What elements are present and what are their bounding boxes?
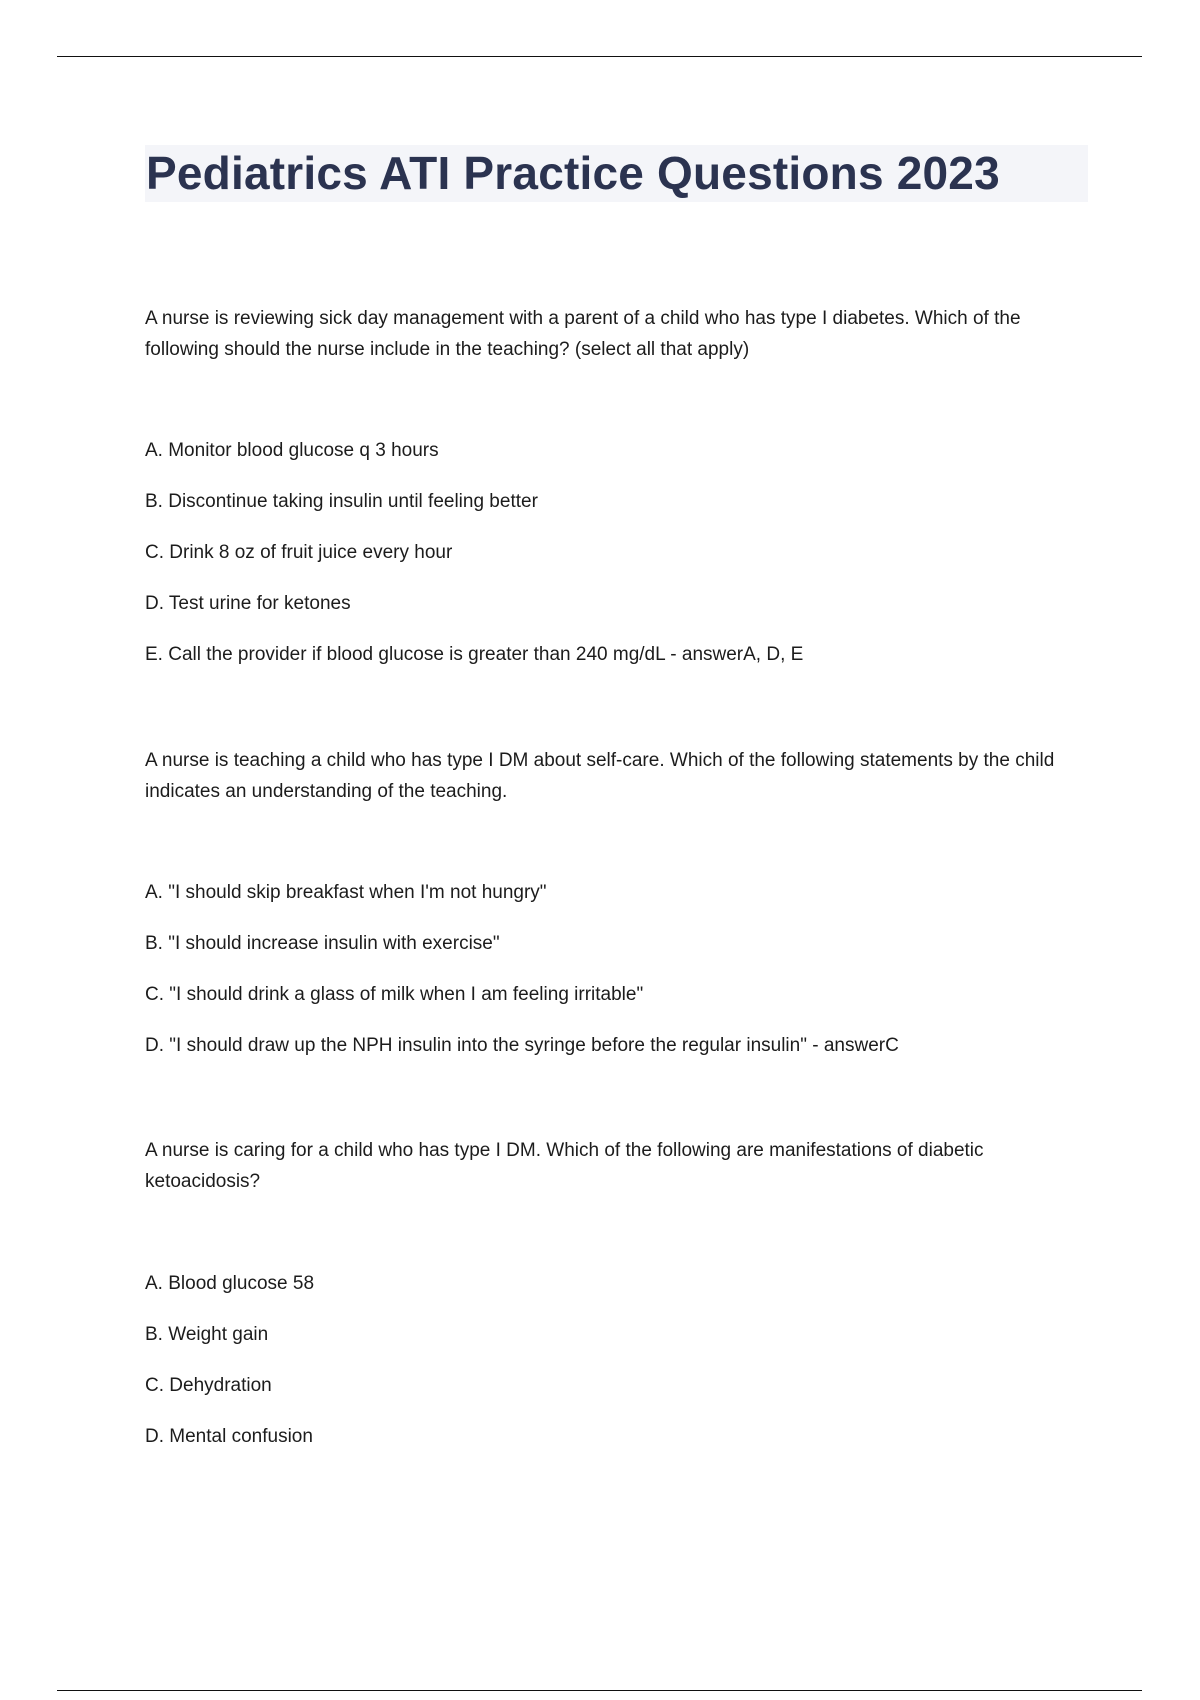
question-3-option-b: B. Weight gain [145, 1324, 269, 1345]
header-rule [57, 56, 1142, 57]
question-1-option-a: A. Monitor blood glucose q 3 hours [145, 440, 439, 461]
question-2-options [145, 880, 899, 1084]
question-1-option-e: E. Call the provider if blood glucose is greater than 240 mg/dL - answerA, D, E [145, 644, 804, 665]
document-title: Pediatrics ATI Practice Questions 2023 [146, 147, 1000, 199]
question-3-options [145, 1271, 314, 1475]
question-2-option-b: B. "I should increase insulin with exercise" [145, 933, 500, 954]
question-2-option-c: C. "I should drink a glass of milk when I am feeling irritable" [145, 984, 644, 1005]
question-3-option-a: A. Blood glucose 58 [145, 1273, 315, 1294]
question-3-option-d: D. Mental confusion [145, 1426, 313, 1447]
question-3-option-c: C. Dehydration [145, 1375, 272, 1396]
question-1-stem: A nurse is reviewing sick day management with a parent of a child who has type I diabetes. Which of the following should the nurse include in the teaching? (select all that apply) [145, 308, 1021, 360]
question-3-stem: A nurse is caring for a child who has type I DM. Which of the following are manifestations of diabetic ketoacidosis? [145, 1140, 984, 1192]
question-2-option-d: D. "I should draw up the NPH insulin into the syringe before the regular insulin" - answerC [145, 1035, 899, 1056]
question-1-option-b: B. Discontinue taking insulin until feeling better [145, 491, 538, 512]
question-2-option-a: A. "I should skip breakfast when I'm not hungry" [145, 882, 547, 903]
footer-rule [57, 1690, 1142, 1691]
question-1-option-c: C. Drink 8 oz of fruit juice every hour [145, 542, 453, 563]
question-2-stem: A nurse is teaching a child who has type I DM about self-care. Which of the following statements by the child indicates an understanding of the teaching. [145, 750, 1055, 802]
question-1-options [145, 438, 803, 693]
question-1-option-d: D. Test urine for ketones [145, 593, 351, 614]
